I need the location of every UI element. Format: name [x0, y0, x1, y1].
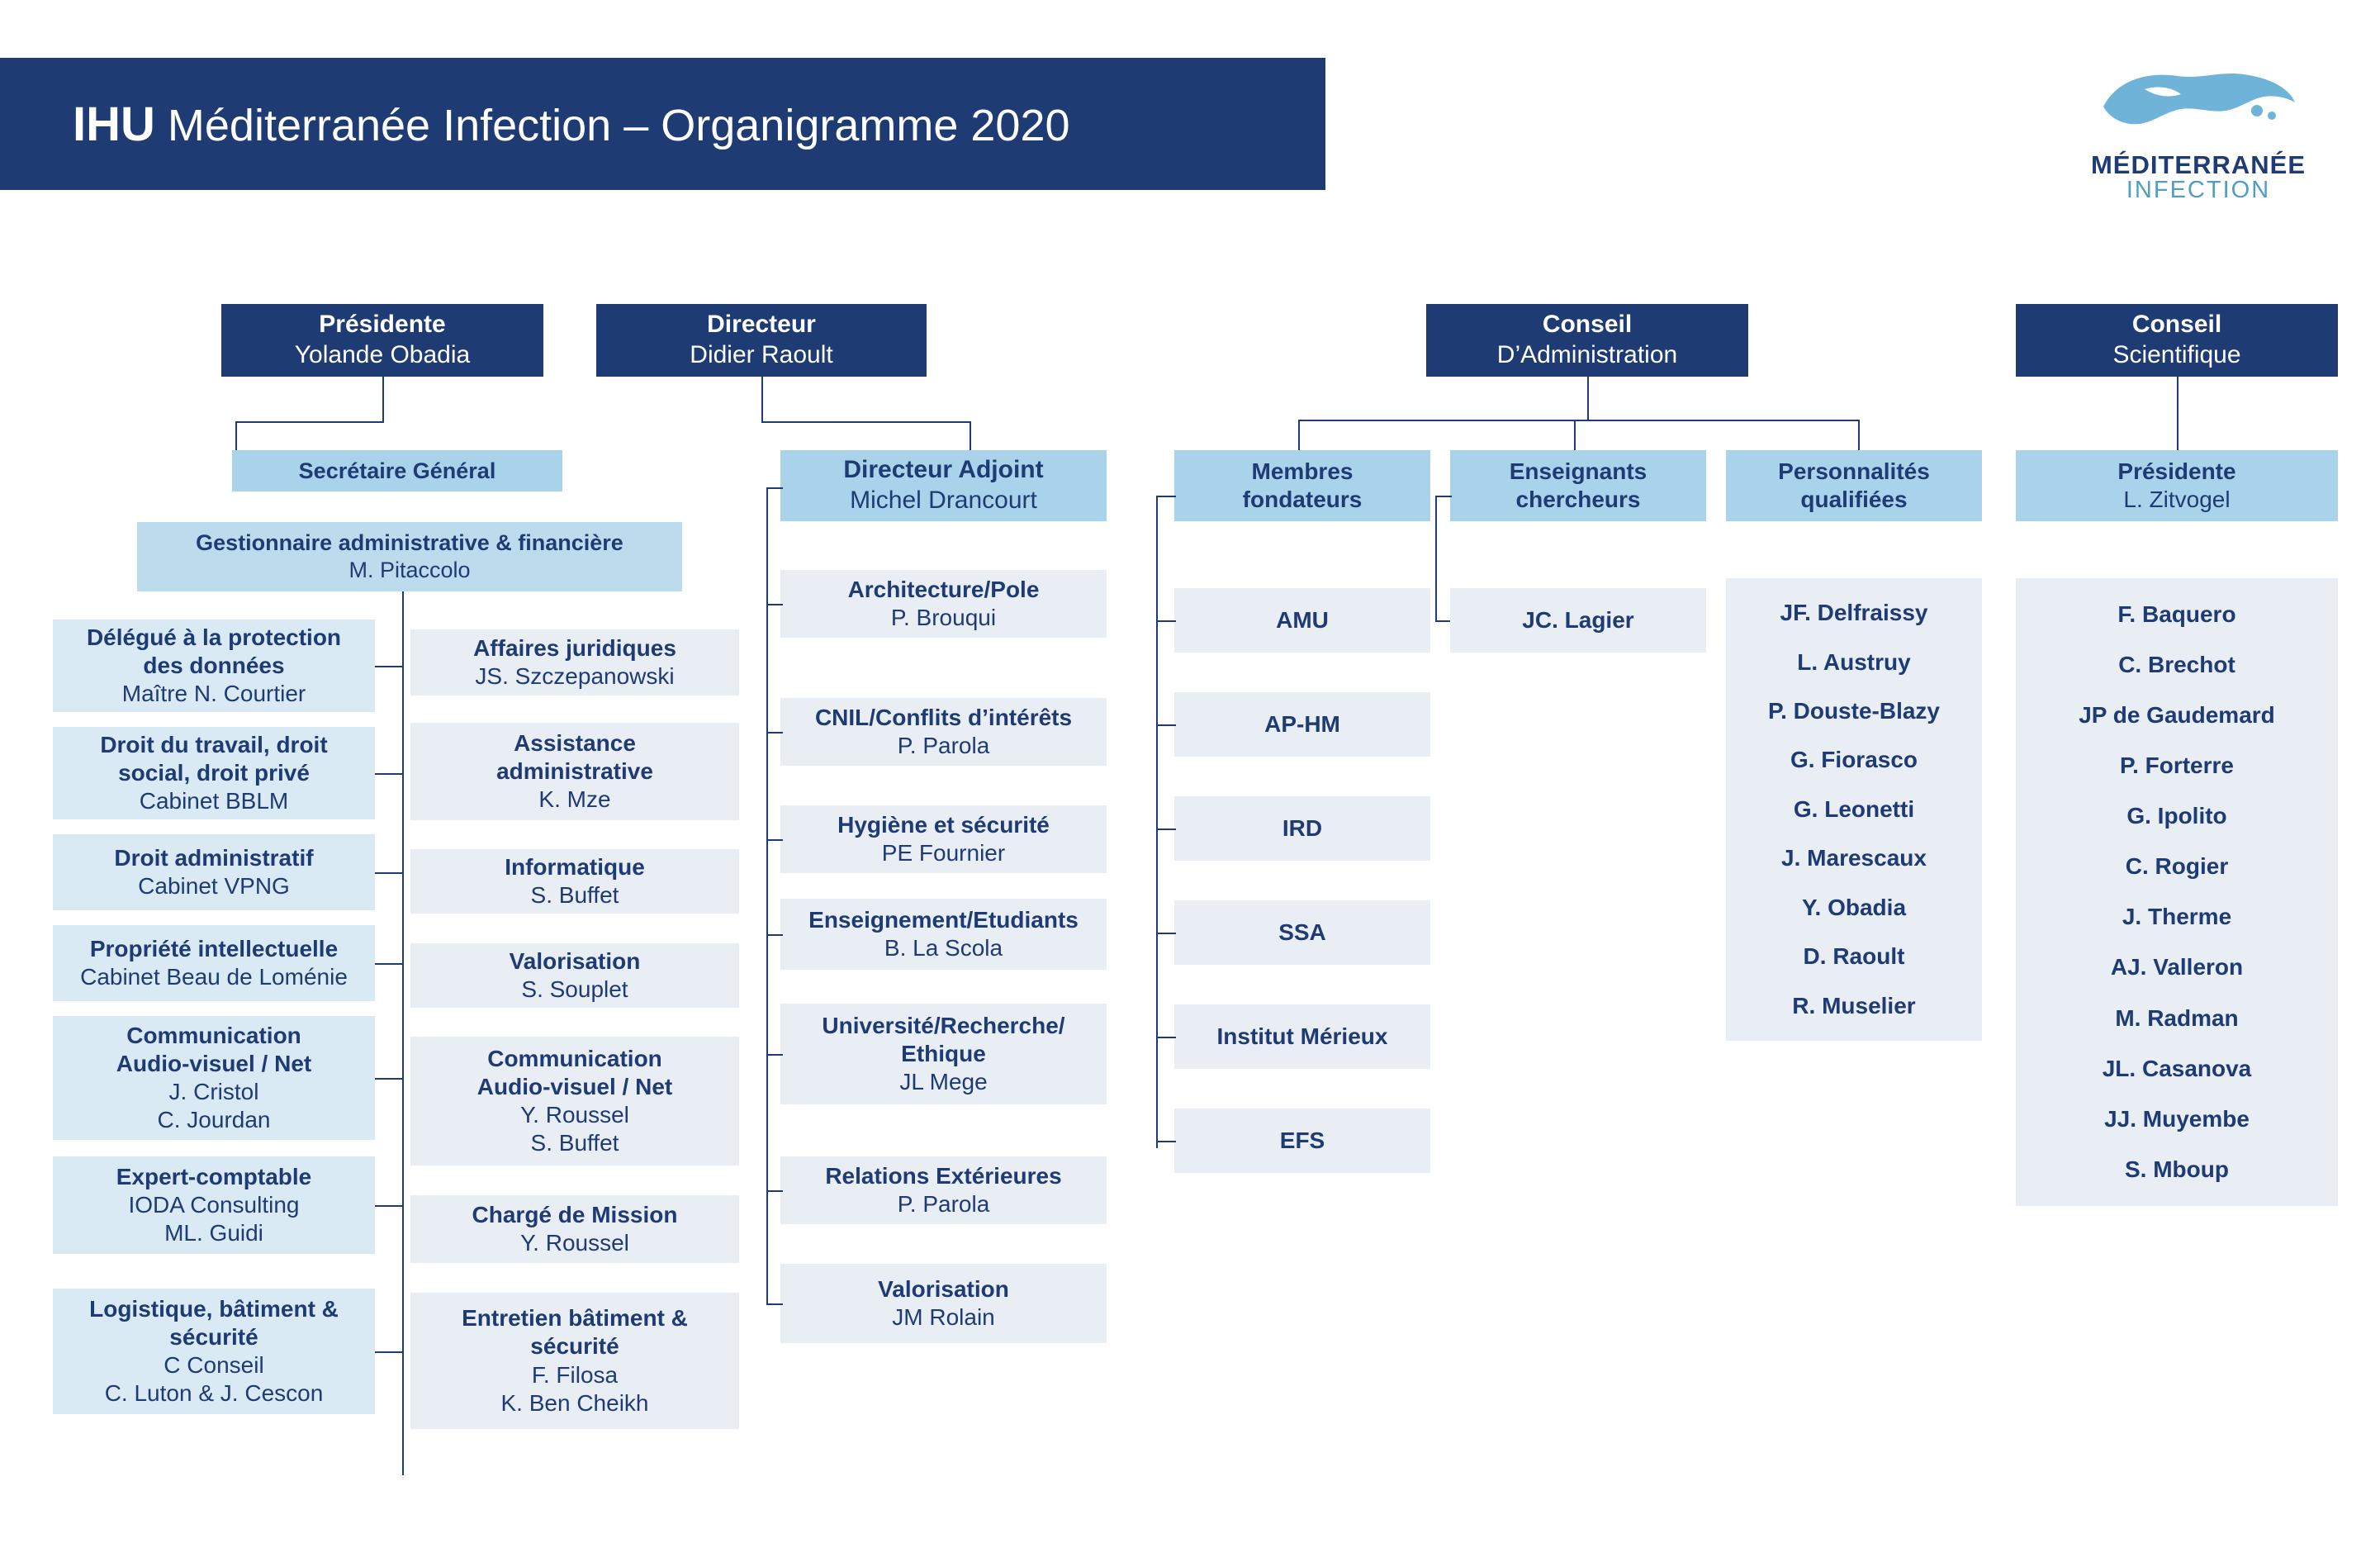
- node-conseil-administration: [1426, 304, 1748, 377]
- connector-mf-spine: [1156, 496, 1158, 1148]
- cs-member: J. Therme: [2122, 904, 2232, 930]
- node-adj-5: Relations Extérieures P. Parola: [780, 1156, 1107, 1224]
- logo-line-2: INFECTION: [2126, 176, 2271, 203]
- mediterranee-map-icon: [2095, 61, 2302, 152]
- connector: [761, 421, 970, 423]
- connector: [766, 934, 783, 936]
- node-cs-presidente: Présidente L. Zitvogel: [2016, 450, 2338, 521]
- logo: [2074, 41, 2322, 223]
- title-bar: [0, 58, 1325, 190]
- connector-ec-spine: [1435, 496, 1437, 621]
- connector: [235, 421, 384, 423]
- connector: [1587, 377, 1589, 420]
- node-left1-1: Droit du travail, droit social, droit privé Cabinet BBLM: [53, 727, 375, 819]
- connector: [761, 377, 763, 421]
- cs-member: G. Ipolito: [2126, 803, 2227, 829]
- connector: [375, 963, 402, 965]
- pq-item: D. Raoult: [1803, 943, 1905, 970]
- node-directeur-name: Didier Raoult: [690, 341, 833, 368]
- node-left2-0: Affaires juridiques JS. Szczepanowski: [410, 629, 739, 696]
- node-presidente-name: Yolande Obadia: [294, 341, 471, 368]
- cs-member: JL. Casanova: [2102, 1055, 2252, 1081]
- node-ca-sub: D’Administration: [1496, 341, 1678, 368]
- pq-item: R. Muselier: [1792, 992, 1916, 1018]
- pq-item: JF. Delfraissy: [1780, 600, 1928, 626]
- connector: [1156, 1141, 1176, 1142]
- connector: [375, 1078, 402, 1080]
- node-directeur-adjoint: [780, 450, 1107, 521]
- pq-item: J. Marescaux: [1781, 845, 1927, 871]
- connector: [375, 773, 402, 775]
- cs-member: F. Baquero: [2117, 601, 2236, 627]
- node-left1-2: Droit administratif Cabinet VPNG: [53, 834, 375, 910]
- node-left2-4: Communication Audio-visuel / Net Y. Roussel S. Buffet: [410, 1037, 739, 1166]
- node-left2-5: Chargé de Mission Y. Roussel: [410, 1195, 739, 1263]
- node-left1-0: Délégué à la protection des données Maître N. Courtier: [53, 620, 375, 712]
- node-left2-6: Entretien bâtiment & sécurité F. Filosa K. Ben Cheikh: [410, 1293, 739, 1429]
- cs-member: M. Radman: [2115, 1004, 2239, 1031]
- node-presidente-title: Présidente: [319, 311, 446, 339]
- connector: [1156, 1037, 1176, 1038]
- cs-member: AJ. Valleron: [2110, 954, 2244, 980]
- pq-item: G. Leonetti: [1793, 795, 1915, 822]
- connector: [766, 487, 783, 489]
- pq-item: Y. Obadia: [1801, 894, 1907, 920]
- node-adj-1: CNIL/Conflits d’intérêts P. Parola: [780, 698, 1107, 766]
- node-adj-0: Architecture/Pole P. Brouqui: [780, 570, 1107, 638]
- connector: [1435, 496, 1452, 497]
- node-gestionnaire-name: M. Pitaccolo: [348, 558, 471, 582]
- node-cs-sub: Scientifique: [2112, 341, 2241, 368]
- node-left2-1: Assistance administrative K. Mze: [410, 723, 739, 820]
- connector: [766, 1303, 783, 1305]
- connector: [766, 1190, 783, 1192]
- connector: [375, 666, 402, 667]
- node-left1-5: Expert-comptable IODA Consulting ML. Guidi: [53, 1156, 375, 1254]
- connector: [375, 872, 402, 874]
- node-cs-members-list: [2016, 578, 2338, 1206]
- connector: [375, 1205, 402, 1207]
- node-secretaire-general: [232, 450, 562, 491]
- node-adj-4: Université/Recherche/ Ethique JL Mege: [780, 1004, 1107, 1104]
- node-adj-2: Hygiène et sécurité PE Fournier: [780, 805, 1107, 873]
- connector: [766, 732, 783, 734]
- connector: [1156, 496, 1176, 497]
- connector: [2177, 377, 2179, 451]
- logo-line-1: MÉDITERRANÉE: [2090, 150, 2306, 179]
- node-left1-6: Logistique, bâtiment & sécurité C Conseil C. Luton & J. Cescon: [53, 1289, 375, 1414]
- pq-item: G. Fiorasco: [1790, 747, 1918, 773]
- node-directeur-title: Directeur: [707, 311, 816, 339]
- node-ec-0: JC. Lagier: [1450, 588, 1706, 653]
- page-title: [73, 97, 1070, 152]
- connector: [766, 1054, 783, 1056]
- node-adjoint-title: Directeur Adjoint: [843, 456, 1044, 484]
- cs-member: P. Forterre: [2120, 753, 2234, 779]
- node-secretaire-label: Secrétaire Général: [298, 458, 496, 483]
- connector: [1156, 933, 1176, 934]
- node-personnalites-qualifiees-header: Personnalités qualifiées: [1726, 450, 1982, 521]
- connector: [382, 377, 384, 421]
- node-adjoint-name: Michel Drancourt: [850, 487, 1037, 514]
- node-directeur: [596, 304, 927, 377]
- connector: [1298, 420, 1858, 421]
- node-left1-4: Communication Audio-visuel / Net J. Cristol C. Jourdan: [53, 1016, 375, 1140]
- cs-member: JP de Gaudemard: [2079, 702, 2275, 729]
- node-cs-title: Conseil: [2131, 311, 2222, 339]
- cs-member: S. Mboup: [2125, 1156, 2229, 1182]
- connector: [1156, 828, 1176, 830]
- node-mf-4: Institut Mérieux: [1174, 1004, 1430, 1069]
- node-membres-fondateurs-header: Membres fondateurs: [1174, 450, 1430, 521]
- node-ca-title: Conseil: [1542, 311, 1633, 339]
- node-left2-2: Informatique S. Buffet: [410, 849, 739, 914]
- connector: [1156, 620, 1176, 622]
- node-mf-0: AMU: [1174, 588, 1430, 653]
- connector: [1435, 620, 1452, 622]
- connector-left-spine: [402, 591, 404, 1475]
- node-mf-5: EFS: [1174, 1109, 1430, 1173]
- connector: [766, 604, 783, 605]
- connector-adjoint-spine: [766, 487, 768, 1305]
- connector: [766, 839, 783, 841]
- node-mf-2: IRD: [1174, 796, 1430, 861]
- node-pq-list: [1726, 578, 1982, 1041]
- cs-member: C. Brechot: [2118, 652, 2235, 677]
- node-conseil-scientifique: [2016, 304, 2338, 377]
- node-presidente: [221, 304, 543, 377]
- connector: [375, 1351, 402, 1353]
- node-mf-3: SSA: [1174, 900, 1430, 965]
- node-adj-3: Enseignement/Etudiants B. La Scola: [780, 899, 1107, 970]
- title-prefix: IHU: [73, 97, 155, 151]
- pq-item: L. Austruy: [1797, 648, 1911, 675]
- node-adj-6: Valorisation JM Rolain: [780, 1264, 1107, 1343]
- node-gestionnaire: [137, 522, 682, 591]
- connector: [1156, 724, 1176, 726]
- node-mf-1: AP-HM: [1174, 692, 1430, 757]
- node-gestionnaire-title: Gestionnaire administrative & financière: [196, 530, 623, 556]
- node-left1-3: Propriété intellectuelle Cabinet Beau de Loménie: [53, 925, 375, 1001]
- node-enseignants-chercheurs-header: Enseignants chercheurs: [1450, 450, 1706, 521]
- title-rest: Méditerranée Infection – Organigramme 2020: [167, 100, 1070, 150]
- cs-member: C. Rogier: [2125, 853, 2229, 880]
- cs-member: JJ. Muyembe: [2104, 1105, 2250, 1132]
- node-left2-3: Valorisation S. Souplet: [410, 943, 739, 1008]
- pq-item: P. Douste-Blazy: [1768, 698, 1940, 724]
